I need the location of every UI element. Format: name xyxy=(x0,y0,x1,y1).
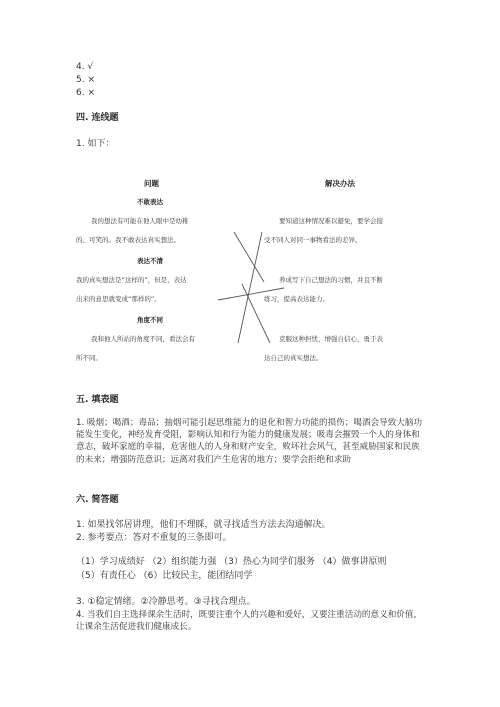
short-answer-2-points: （1）学习成绩好 （2）组织能力强 （3）热心为同学们服务 （4）做事讲原则 xyxy=(76,557,387,567)
short-answer-2: 2. 参考要点：答对不重复的三条即可。 xyxy=(76,533,232,543)
left-item-text: 所不同。 xyxy=(76,354,102,362)
answer-5: 5. × xyxy=(76,75,95,85)
short-answer-2-points: （5）有责任心 （6）比较民主，能团结同学 xyxy=(76,571,253,581)
section-heading-short-answer: 六. 简答题 xyxy=(76,495,119,505)
right-item-text: 养成写下自己想法的习惯，并且不断 xyxy=(279,276,383,284)
question-1-label: 1. 如下： xyxy=(76,139,115,149)
fill-answer-paragraph: 1. 吸烟；喝酒；毒品；抽烟可能引起思维能力的退化和智力功能的损伤；喝酒会导致大脑功能发生变化，神经发育受阻，影响认知和行为能力的健康发展；吸毒会摧毁一个人的身体和意志，破坏家庭的幸福，危害他人的人身和财产安全，败坏社会风气，甚至威胁国家和民族的未来；增强防范意识；远离对我们产生危害的地方；要学会拒绝和求助 xyxy=(76,418,423,465)
right-item-text: 要知道这种情况难以避免，要学会接 xyxy=(279,217,383,225)
left-item-text: 的、可笑的。我不敢表达真实想法。 xyxy=(76,236,180,244)
left-item-title: 角度不同 xyxy=(137,316,163,324)
match-line-3 xyxy=(238,232,262,343)
short-answer-3: 3. ①稳定情绪。②冷静思考。③寻找合理点。 xyxy=(76,597,256,607)
right-item-text: 受不同人对同一事物看法的差异。 xyxy=(264,236,362,244)
match-line-1 xyxy=(234,232,264,282)
right-item-text: 练习，提高表达能力。 xyxy=(264,295,329,303)
right-column-header: 解决办法 xyxy=(325,179,355,188)
short-answer-4: 4. 当我们自主选择课余生活时，既要注重个人的兴趣和爱好，又要注重活动的意义和价值，让课余生活促进我们健康成长。 xyxy=(76,610,423,633)
right-item-text: 克服这种担忧，增强自信心，勇于表 xyxy=(279,335,383,343)
short-answer-1: 1. 如果找邻居讲理，他们不理睬，就寻找适当方法去沟通解决。 xyxy=(76,520,331,530)
answer-6: 6. × xyxy=(76,88,95,98)
section-heading-matching: 四. 连线题 xyxy=(76,113,119,123)
left-item-text: 我的想法有可能在他人眼中是幼稚 xyxy=(91,217,189,225)
left-item-title: 不敢表达 xyxy=(137,198,163,206)
left-item-text: 我的真实想法是“这样的”，但是、表达 xyxy=(76,276,187,284)
match-line-4 xyxy=(218,288,284,300)
left-item-text: 出来的意思就变成“那样的”。 xyxy=(76,295,161,303)
left-item-title: 表达不清 xyxy=(137,257,163,265)
answer-4: 4. √ xyxy=(76,62,94,72)
right-item-text: 达自己的真实想法。 xyxy=(264,354,323,362)
section-heading-fill-table: 五. 填表题 xyxy=(76,395,119,405)
left-column-header: 问题 xyxy=(144,179,159,188)
left-item-text: 我和他人所站的角度不同，看法会有 xyxy=(91,335,195,343)
